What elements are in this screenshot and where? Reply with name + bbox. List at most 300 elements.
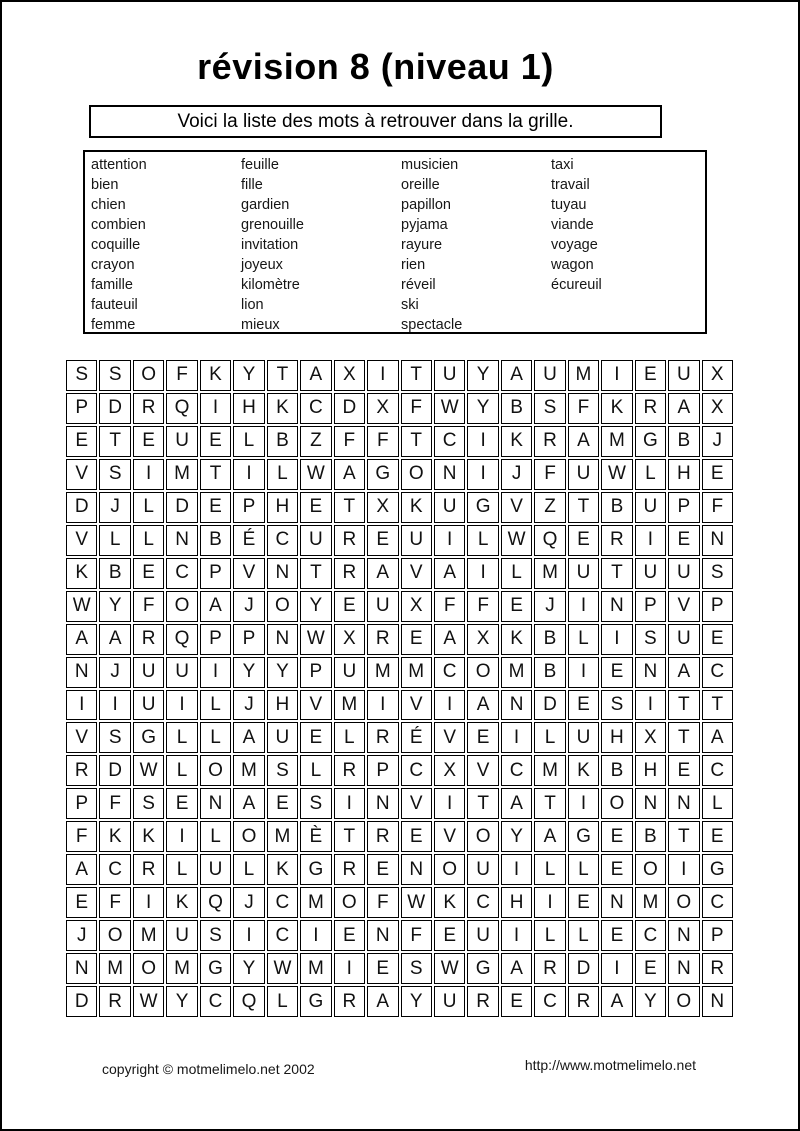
grid-cell: U [467, 920, 498, 951]
grid-cell: I [568, 657, 599, 688]
grid-cell: I [601, 360, 632, 391]
grid-cell: B [635, 821, 666, 852]
grid-cell: E [267, 788, 298, 819]
grid-cell: C [401, 755, 432, 786]
grid-cell: E [501, 986, 532, 1017]
grid-cell: U [166, 426, 197, 457]
grid-cell: K [501, 624, 532, 655]
grid-cell: D [568, 953, 599, 984]
grid-cell: R [133, 393, 164, 424]
grid-cell: E [601, 657, 632, 688]
word-item: écureuil [551, 277, 602, 293]
grid-cell: O [401, 459, 432, 490]
grid-cell: G [568, 821, 599, 852]
grid-cell: L [200, 690, 231, 721]
grid-cell: X [702, 360, 733, 391]
word-list-column [551, 155, 705, 335]
grid-cell: L [300, 755, 331, 786]
grid-cell: A [233, 722, 264, 753]
grid-cell: P [233, 492, 264, 523]
grid-cell: P [702, 920, 733, 951]
grid-cell: V [66, 722, 97, 753]
grid-cell: N [501, 690, 532, 721]
word-item: gardien [241, 197, 290, 213]
copyright-text: copyright © motmelimelo.net 2002 [102, 1061, 315, 1077]
grid-cell: I [501, 722, 532, 753]
grid-cell: E [568, 690, 599, 721]
grid-cell: R [334, 755, 365, 786]
grid-cell: I [334, 953, 365, 984]
grid-cell: W [434, 393, 465, 424]
grid-cell: E [702, 821, 733, 852]
grid-cell: N [367, 788, 398, 819]
grid-cell: F [434, 591, 465, 622]
grid-cell: E [367, 525, 398, 556]
grid-cell: I [133, 459, 164, 490]
grid-cell: A [233, 788, 264, 819]
grid-cell: U [200, 854, 231, 885]
grid-cell: O [467, 657, 498, 688]
word-item: grenouille [241, 217, 304, 233]
grid-cell: A [467, 690, 498, 721]
grid-cell: E [601, 920, 632, 951]
grid-cell: J [534, 591, 565, 622]
grid-cell: I [367, 690, 398, 721]
grid-cell: A [501, 788, 532, 819]
grid-cell: L [534, 920, 565, 951]
grid-cell: D [334, 393, 365, 424]
grid-cell: K [267, 854, 298, 885]
word-item: invitation [241, 237, 299, 253]
grid-cell: R [367, 821, 398, 852]
grid-cell: B [668, 426, 699, 457]
grid-cell: R [467, 986, 498, 1017]
grid-cell: E [635, 953, 666, 984]
word-item: combien [91, 217, 146, 233]
grid-cell: G [467, 953, 498, 984]
grid-cell: C [300, 393, 331, 424]
grid-cell: S [601, 690, 632, 721]
grid-cell: R [334, 558, 365, 589]
grid-cell: M [133, 920, 164, 951]
grid-cell: L [233, 854, 264, 885]
grid-cell: M [568, 360, 599, 391]
grid-cell: A [601, 986, 632, 1017]
grid-cell: F [702, 492, 733, 523]
word-item: lion [241, 297, 264, 313]
grid-cell: A [367, 558, 398, 589]
grid-cell: R [334, 854, 365, 885]
grid-cell: I [300, 920, 331, 951]
grid-cell: K [434, 887, 465, 918]
grid-cell: M [166, 953, 197, 984]
grid-cell: E [133, 558, 164, 589]
grid-cell: S [66, 360, 97, 391]
grid-cell: É [233, 525, 264, 556]
grid-cell: S [133, 788, 164, 819]
grid-cell: J [702, 426, 733, 457]
grid-cell: N [200, 788, 231, 819]
grid-cell: U [166, 657, 197, 688]
grid-cell: N [367, 920, 398, 951]
grid-cell: K [200, 360, 231, 391]
grid-cell: O [467, 821, 498, 852]
grid-cell: S [635, 624, 666, 655]
grid-cell: I [66, 690, 97, 721]
grid-cell: A [702, 722, 733, 753]
grid-cell: G [702, 854, 733, 885]
grid-cell: D [99, 755, 130, 786]
word-item: rayure [401, 237, 443, 253]
grid-cell: T [534, 788, 565, 819]
grid-cell: R [534, 426, 565, 457]
grid-cell: V [434, 722, 465, 753]
grid-cell: U [434, 360, 465, 391]
grid-cell: P [66, 788, 97, 819]
grid-cell: L [166, 755, 197, 786]
grid-cell: M [601, 426, 632, 457]
grid-cell: I [467, 426, 498, 457]
grid-cell: O [434, 854, 465, 885]
grid-cell: E [300, 722, 331, 753]
grid-cell: T [401, 360, 432, 391]
grid-cell: Y [166, 986, 197, 1017]
grid-cell: K [401, 492, 432, 523]
grid-cell: D [534, 690, 565, 721]
grid-cell: Q [534, 525, 565, 556]
grid-cell: S [401, 953, 432, 984]
grid-cell: G [467, 492, 498, 523]
grid-cell: F [99, 887, 130, 918]
grid-cell: V [467, 755, 498, 786]
grid-cell: T [668, 690, 699, 721]
grid-cell: W [434, 953, 465, 984]
grid-cell: R [334, 525, 365, 556]
grid-cell: M [401, 657, 432, 688]
grid-cell: V [401, 690, 432, 721]
grid-cell: N [635, 657, 666, 688]
grid-cell: E [367, 854, 398, 885]
grid-cell: F [133, 591, 164, 622]
grid-cell: E [635, 360, 666, 391]
word-item: wagon [551, 257, 594, 273]
grid-cell: U [434, 492, 465, 523]
grid-cell: W [300, 624, 331, 655]
grid-cell: L [99, 525, 130, 556]
grid-cell: A [300, 360, 331, 391]
grid-cell: E [133, 426, 164, 457]
grid-cell: J [233, 887, 264, 918]
grid-cell: L [200, 722, 231, 753]
grid-cell: U [568, 459, 599, 490]
grid-cell: E [702, 624, 733, 655]
grid-cell: Q [166, 624, 197, 655]
grid-cell: G [300, 986, 331, 1017]
grid-cell: X [334, 360, 365, 391]
grid-cell: L [702, 788, 733, 819]
grid-cell: F [568, 393, 599, 424]
grid-cell: F [99, 788, 130, 819]
grid-cell: T [668, 722, 699, 753]
word-item: crayon [91, 257, 135, 273]
grid-cell: T [200, 459, 231, 490]
grid-cell: L [166, 722, 197, 753]
grid-cell: K [66, 558, 97, 589]
instructions-text: Voici la liste des mots à retrouver dans la grille. [177, 110, 574, 132]
grid-cell: W [300, 459, 331, 490]
grid-cell: O [200, 755, 231, 786]
word-item: tuyau [551, 197, 587, 213]
word-item: coquille [91, 237, 141, 253]
grid-cell: Q [233, 986, 264, 1017]
grid-cell: B [99, 558, 130, 589]
grid-cell: J [66, 920, 97, 951]
grid-cell: N [668, 788, 699, 819]
grid-cell: I [467, 459, 498, 490]
grid-cell: A [200, 591, 231, 622]
grid-cell: V [401, 558, 432, 589]
grid-cell: O [334, 887, 365, 918]
grid-cell: N [401, 854, 432, 885]
grid-cell: O [668, 887, 699, 918]
grid-cell: I [601, 624, 632, 655]
grid-cell: E [367, 953, 398, 984]
grid-cell: N [601, 887, 632, 918]
grid-cell: O [99, 920, 130, 951]
grid-cell: K [501, 426, 532, 457]
grid-cell: I [200, 393, 231, 424]
grid-cell: K [568, 755, 599, 786]
grid-cell: W [601, 459, 632, 490]
grid-cell: Y [233, 360, 264, 391]
grid-cell: B [267, 426, 298, 457]
grid-cell: Y [99, 591, 130, 622]
grid-cell: T [334, 492, 365, 523]
grid-cell: R [99, 986, 130, 1017]
grid-cell: K [99, 821, 130, 852]
grid-cell: L [334, 722, 365, 753]
word-item: kilomètre [241, 277, 300, 293]
grid-cell: U [568, 558, 599, 589]
grid-cell: L [534, 854, 565, 885]
grid-cell: I [534, 887, 565, 918]
grid-cell: X [702, 393, 733, 424]
grid-cell: R [133, 854, 164, 885]
grid-cell: H [233, 393, 264, 424]
grid-cell: O [601, 788, 632, 819]
grid-cell: R [133, 624, 164, 655]
grid-cell: N [635, 788, 666, 819]
grid-cell: L [166, 854, 197, 885]
grid-cell: C [434, 426, 465, 457]
grid-cell: C [702, 887, 733, 918]
grid-cell: R [635, 393, 666, 424]
grid-cell: S [200, 920, 231, 951]
grid-cell: P [66, 393, 97, 424]
grid-cell: Y [501, 821, 532, 852]
grid-cell: È [300, 821, 331, 852]
grid-cell: I [601, 953, 632, 984]
grid-cell: R [66, 755, 97, 786]
grid-cell: L [635, 459, 666, 490]
grid-cell: Y [300, 591, 331, 622]
word-item: fauteuil [91, 297, 138, 313]
grid-cell: T [568, 492, 599, 523]
instructions-box [89, 105, 662, 138]
grid-cell: I [467, 558, 498, 589]
grid-cell: X [367, 393, 398, 424]
word-item: feuille [241, 157, 279, 173]
grid-cell: L [568, 920, 599, 951]
grid-cell: N [66, 953, 97, 984]
grid-cell: N [668, 953, 699, 984]
grid-cell: K [601, 393, 632, 424]
grid-cell: M [635, 887, 666, 918]
word-item: travail [551, 177, 590, 193]
grid-cell: G [300, 854, 331, 885]
grid-cell: B [534, 657, 565, 688]
grid-cell: F [166, 360, 197, 391]
website-url-text: http://www.motmelimelo.net [524, 1057, 696, 1073]
grid-cell: I [434, 788, 465, 819]
grid-cell: M [300, 887, 331, 918]
grid-cell: I [233, 459, 264, 490]
grid-cell: T [467, 788, 498, 819]
grid-cell: X [401, 591, 432, 622]
grid-cell: M [267, 821, 298, 852]
grid-cell: C [166, 558, 197, 589]
grid-cell: A [66, 624, 97, 655]
grid-cell: I [367, 360, 398, 391]
grid-cell: J [233, 591, 264, 622]
grid-cell: I [434, 525, 465, 556]
grid-cell: A [434, 558, 465, 589]
word-item: rien [401, 257, 426, 273]
word-item: mieux [241, 317, 280, 333]
grid-cell: B [601, 755, 632, 786]
grid-cell: Q [200, 887, 231, 918]
grid-cell: R [702, 953, 733, 984]
grid-cell: G [635, 426, 666, 457]
grid-cell: E [434, 920, 465, 951]
grid-cell: I [635, 690, 666, 721]
grid-cell: I [635, 525, 666, 556]
grid-cell: C [702, 657, 733, 688]
grid-cell: S [99, 459, 130, 490]
grid-cell: F [401, 920, 432, 951]
grid-cell: E [668, 525, 699, 556]
grid-cell: L [133, 492, 164, 523]
grid-cell: E [601, 821, 632, 852]
grid-cell: U [300, 525, 331, 556]
grid-cell: T [668, 821, 699, 852]
grid-cell: V [66, 459, 97, 490]
grid-cell: P [635, 591, 666, 622]
grid-cell: L [534, 722, 565, 753]
grid-cell: F [401, 393, 432, 424]
grid-cell: F [467, 591, 498, 622]
grid-cell: V [66, 525, 97, 556]
grid-cell: G [200, 953, 231, 984]
grid-cell: O [635, 854, 666, 885]
grid-cell: Z [300, 426, 331, 457]
puzzle-title: révision 8 (niveau 1) [197, 46, 554, 87]
grid-cell: E [334, 920, 365, 951]
grid-cell: W [501, 525, 532, 556]
grid-cell: B [601, 492, 632, 523]
grid-cell: V [434, 821, 465, 852]
grid-cell: F [334, 426, 365, 457]
grid-cell: U [635, 492, 666, 523]
word-item: chien [91, 197, 126, 213]
word-item: joyeux [241, 257, 283, 273]
grid-cell: W [133, 755, 164, 786]
grid-cell: U [668, 360, 699, 391]
grid-cell: C [267, 887, 298, 918]
grid-cell: R [367, 722, 398, 753]
grid-cell: H [601, 722, 632, 753]
grid-cell: E [200, 426, 231, 457]
word-list-column [241, 155, 401, 335]
grid-cell: U [367, 591, 398, 622]
word-item: viande [551, 217, 594, 233]
grid-cell: D [66, 986, 97, 1017]
grid-cell: P [300, 657, 331, 688]
grid-cell: U [534, 360, 565, 391]
grid-cell: R [601, 525, 632, 556]
grid-cell: S [99, 360, 130, 391]
grid-cell: E [300, 492, 331, 523]
grid-cell: Y [233, 657, 264, 688]
word-list-column [91, 155, 241, 335]
grid-cell: S [99, 722, 130, 753]
grid-cell: G [133, 722, 164, 753]
grid-cell: É [401, 722, 432, 753]
grid-cell: K [133, 821, 164, 852]
grid-cell: H [668, 459, 699, 490]
word-item: taxi [551, 157, 574, 173]
grid-cell: I [334, 788, 365, 819]
grid-cell: A [568, 426, 599, 457]
grid-cell: N [66, 657, 97, 688]
grid-cell: T [99, 426, 130, 457]
grid-cell: N [434, 459, 465, 490]
grid-cell: L [267, 986, 298, 1017]
grid-cell: N [702, 525, 733, 556]
grid-cell: O [166, 591, 197, 622]
grid-cell: M [534, 755, 565, 786]
grid-cell: Y [635, 986, 666, 1017]
grid-cell: A [367, 986, 398, 1017]
word-item: spectacle [401, 317, 463, 333]
grid-cell: N [668, 920, 699, 951]
grid-cell: X [367, 492, 398, 523]
grid-cell: O [668, 986, 699, 1017]
grid-cell: L [568, 854, 599, 885]
grid-cell: H [501, 887, 532, 918]
grid-cell: D [66, 492, 97, 523]
grid-cell: U [467, 854, 498, 885]
grid-cell: E [568, 525, 599, 556]
grid-cell: P [200, 558, 231, 589]
grid-cell: D [99, 393, 130, 424]
grid-cell: C [702, 755, 733, 786]
grid-cell: M [367, 657, 398, 688]
grid-cell: X [635, 722, 666, 753]
grid-cell: C [501, 755, 532, 786]
grid-cell: N [267, 624, 298, 655]
grid-cell: N [267, 558, 298, 589]
